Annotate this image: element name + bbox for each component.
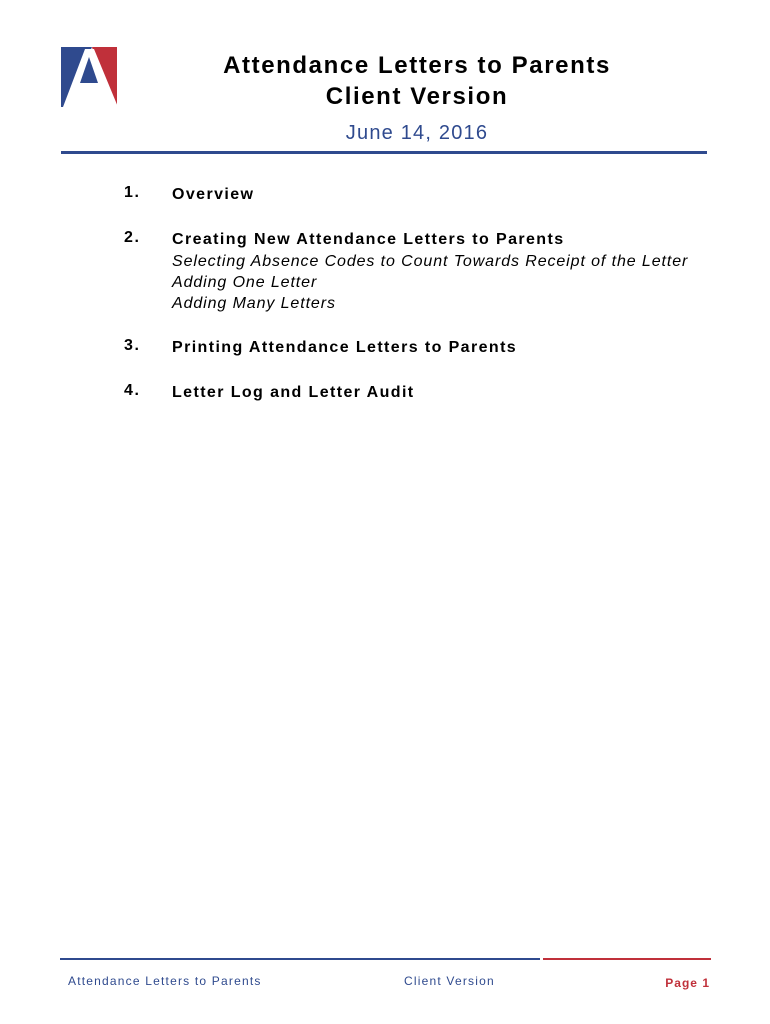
footer-divider-red bbox=[543, 958, 711, 960]
toc-item-printing-letters bbox=[124, 337, 744, 359]
toc-label: Creating New Attendance Letters to Parents bbox=[172, 231, 565, 248]
page-number: Page 1 bbox=[665, 976, 710, 990]
toc-item-letter-log bbox=[124, 382, 744, 404]
document-header bbox=[130, 50, 704, 145]
toc-number: 2. bbox=[124, 229, 141, 246]
aeries-a-logo-icon bbox=[58, 45, 120, 107]
document-subtitle: Client Version bbox=[325, 83, 509, 110]
footer-document-title: Attendance Letters to Parents bbox=[68, 974, 262, 988]
toc-label: Letter Log and Letter Audit bbox=[172, 384, 415, 401]
table-of-contents bbox=[124, 184, 744, 404]
document-title: Attendance Letters to Parents bbox=[223, 52, 611, 79]
toc-number: 4. bbox=[124, 382, 141, 399]
footer-divider-blue bbox=[60, 958, 540, 960]
toc-subitem: Adding One Letter bbox=[172, 274, 318, 291]
toc-label: Printing Attendance Letters to Parents bbox=[172, 339, 518, 356]
header-divider bbox=[61, 151, 707, 154]
toc-item-creating-letters bbox=[124, 229, 744, 314]
toc-number: 3. bbox=[124, 337, 141, 354]
document-date: June 14, 2016 bbox=[345, 122, 489, 144]
toc-item-overview bbox=[124, 184, 744, 206]
toc-subitem: Selecting Absence Codes to Count Towards Receipt of the Letter bbox=[172, 253, 689, 270]
toc-subitem: Adding Many Letters bbox=[172, 295, 336, 312]
toc-number: 1. bbox=[124, 184, 141, 201]
footer-version: Client Version bbox=[404, 974, 495, 988]
toc-label: Overview bbox=[172, 186, 255, 203]
